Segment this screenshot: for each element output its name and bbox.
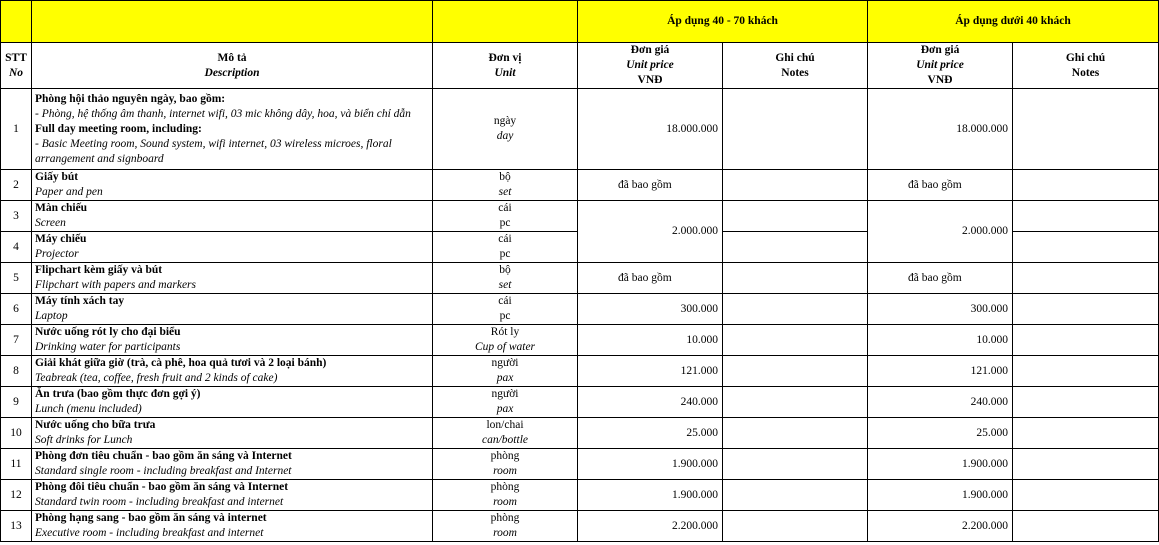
row-notes-1 xyxy=(723,418,868,449)
row-notes-2 xyxy=(1013,89,1159,170)
row-notes-2 xyxy=(1013,511,1159,542)
header-row-columns xyxy=(1,43,1159,89)
header-unit: Đơn vị Unit xyxy=(433,43,578,89)
header-description: Mô tả Description xyxy=(32,43,433,89)
table-row xyxy=(1,418,1159,449)
row-notes-2 xyxy=(1013,480,1159,511)
row-stt: 11 xyxy=(1,449,32,480)
row-unit: ngày day xyxy=(433,89,578,170)
row-notes-1 xyxy=(723,201,868,232)
row-price-2: 1.900.000 xyxy=(868,480,1013,511)
row-stt: 8 xyxy=(1,356,32,387)
row-notes-2 xyxy=(1013,449,1159,480)
row-price-2: 18.000.000 xyxy=(868,89,1013,170)
row-notes-1 xyxy=(723,232,868,263)
table-row xyxy=(1,201,1159,232)
row-unit: phòng room xyxy=(433,449,578,480)
row-notes-2 xyxy=(1013,418,1159,449)
row-stt: 13 xyxy=(1,511,32,542)
table-row xyxy=(1,449,1159,480)
row-unit: phòng room xyxy=(433,511,578,542)
row-notes-2 xyxy=(1013,325,1159,356)
row-price-1: 25.000 xyxy=(578,418,723,449)
row-unit: cái pc xyxy=(433,232,578,263)
header-blank-unit xyxy=(433,1,578,43)
row-price-1: 2.200.000 xyxy=(578,511,723,542)
header-unit-price-1: Đơn giá Unit price VNĐ xyxy=(578,43,723,89)
row-description: Ăn trưa (bao gồm thực đơn gợi ý) Lunch (menu included) xyxy=(32,387,433,418)
row-unit: phòng room xyxy=(433,480,578,511)
row-notes-1 xyxy=(723,263,868,294)
row-stt: 9 xyxy=(1,387,32,418)
row-price-1: 300.000 xyxy=(578,294,723,325)
row-stt: 7 xyxy=(1,325,32,356)
row-price-1: 1.900.000 xyxy=(578,480,723,511)
row-stt: 10 xyxy=(1,418,32,449)
row-description: Giấy bút Paper and pen xyxy=(32,170,433,201)
table-row xyxy=(1,356,1159,387)
row-notes-2 xyxy=(1013,387,1159,418)
header-unit-price-2: Đơn giá Unit price VNĐ xyxy=(868,43,1013,89)
row-stt: 4 xyxy=(1,232,32,263)
row-unit: cái pc xyxy=(433,294,578,325)
row-notes-1 xyxy=(723,170,868,201)
table-row xyxy=(1,294,1159,325)
row-price-1: 1.900.000 xyxy=(578,449,723,480)
row-price-2: 2.200.000 xyxy=(868,511,1013,542)
row-price-2: đã bao gồm xyxy=(868,170,1013,201)
row-unit: bộ set xyxy=(433,263,578,294)
table-row xyxy=(1,170,1159,201)
row-description: Nước uống cho bữa trưa Soft drinks for Lunch xyxy=(32,418,433,449)
row-price-2: 25.000 xyxy=(868,418,1013,449)
row-unit: người pax xyxy=(433,387,578,418)
header-group-40-70: Áp dụng 40 - 70 khách xyxy=(578,1,868,43)
row-price-1: 18.000.000 xyxy=(578,89,723,170)
row-unit: Rót ly Cup of water xyxy=(433,325,578,356)
row-price-2: 121.000 xyxy=(868,356,1013,387)
row-notes-1 xyxy=(723,480,868,511)
row-stt: 2 xyxy=(1,170,32,201)
row-unit: cái pc xyxy=(433,201,578,232)
row-price-2: đã bao gồm xyxy=(868,263,1013,294)
header-notes-2: Ghi chú Notes xyxy=(1013,43,1159,89)
row-notes-1 xyxy=(723,449,868,480)
header-row-group xyxy=(1,1,1159,43)
row-description: Màn chiếu Screen xyxy=(32,201,433,232)
row-price-2: 300.000 xyxy=(868,294,1013,325)
header-notes-1: Ghi chú Notes xyxy=(723,43,868,89)
row-price-2: 240.000 xyxy=(868,387,1013,418)
row-price-1: 240.000 xyxy=(578,387,723,418)
row-description: Phòng đôi tiêu chuẩn - bao gồm ăn sáng và Internet Standard twin room - including breakfast and internet xyxy=(32,480,433,511)
header-blank-stt xyxy=(1,1,32,43)
row-stt: 5 xyxy=(1,263,32,294)
table-row xyxy=(1,325,1159,356)
row-description: Nước uống rót ly cho đại biểu Drinking water for participants xyxy=(32,325,433,356)
table-row xyxy=(1,480,1159,511)
row-price-1: 121.000 xyxy=(578,356,723,387)
row-notes-1 xyxy=(723,511,868,542)
row-price-1-merged: 2.000.000 xyxy=(578,201,723,263)
row-notes-1 xyxy=(723,325,868,356)
row-notes-2 xyxy=(1013,263,1159,294)
header-group-under-40: Áp dụng dưới 40 khách xyxy=(868,1,1159,43)
row-notes-1 xyxy=(723,294,868,325)
row-price-1: 10.000 xyxy=(578,325,723,356)
table-row xyxy=(1,511,1159,542)
row-price-2: 1.900.000 xyxy=(868,449,1013,480)
table-row xyxy=(1,387,1159,418)
row-notes-1 xyxy=(723,89,868,170)
row-stt: 3 xyxy=(1,201,32,232)
row-description: Flipchart kèm giấy và bút Flipchart with papers and markers xyxy=(32,263,433,294)
row-notes-2 xyxy=(1013,201,1159,232)
header-blank-desc xyxy=(32,1,433,43)
row-stt: 12 xyxy=(1,480,32,511)
row-notes-2 xyxy=(1013,356,1159,387)
row-description: Phòng đơn tiêu chuẩn - bao gồm ăn sáng và Internet Standard single room - including breakfast and Internet xyxy=(32,449,433,480)
row-notes-1 xyxy=(723,387,868,418)
row-stt: 6 xyxy=(1,294,32,325)
row-price-2-merged: 2.000.000 xyxy=(868,201,1013,263)
table-row xyxy=(1,263,1159,294)
row-description: Máy tính xách tay Laptop xyxy=(32,294,433,325)
header-stt: STT No xyxy=(1,43,32,89)
row-notes-2 xyxy=(1013,294,1159,325)
row-price-2: 10.000 xyxy=(868,325,1013,356)
row-description: Máy chiếu Projector xyxy=(32,232,433,263)
row-unit: bộ set xyxy=(433,170,578,201)
row-description: Phòng hội thảo nguyên ngày, bao gồm: - Phòng, hệ thống âm thanh, internet wifi, 03 mic không dây, hoa, và biển chỉ dẫn Full day meeting room, including: - Basic Meeting room, Sound system, wifi internet, 03 wireless microes, floral arrangement and signboard xyxy=(32,89,433,170)
row-unit: người pax xyxy=(433,356,578,387)
row-notes-2 xyxy=(1013,232,1159,263)
row-price-1: đã bao gồm xyxy=(578,170,723,201)
row-unit: lon/chai can/bottle xyxy=(433,418,578,449)
row-notes-1 xyxy=(723,356,868,387)
row-stt: 1 xyxy=(1,89,32,170)
table-row xyxy=(1,89,1159,170)
row-price-1: đã bao gồm xyxy=(578,263,723,294)
row-description: Giải khát giữa giờ (trà, cà phê, hoa quả tươi và 2 loại bánh) Teabreak (tea, coffee, fresh fruit and 2 kinds of cake) xyxy=(32,356,433,387)
row-notes-2 xyxy=(1013,170,1159,201)
row-description: Phòng hạng sang - bao gồm ăn sáng và internet Executive room - including breakfast and internet xyxy=(32,511,433,542)
